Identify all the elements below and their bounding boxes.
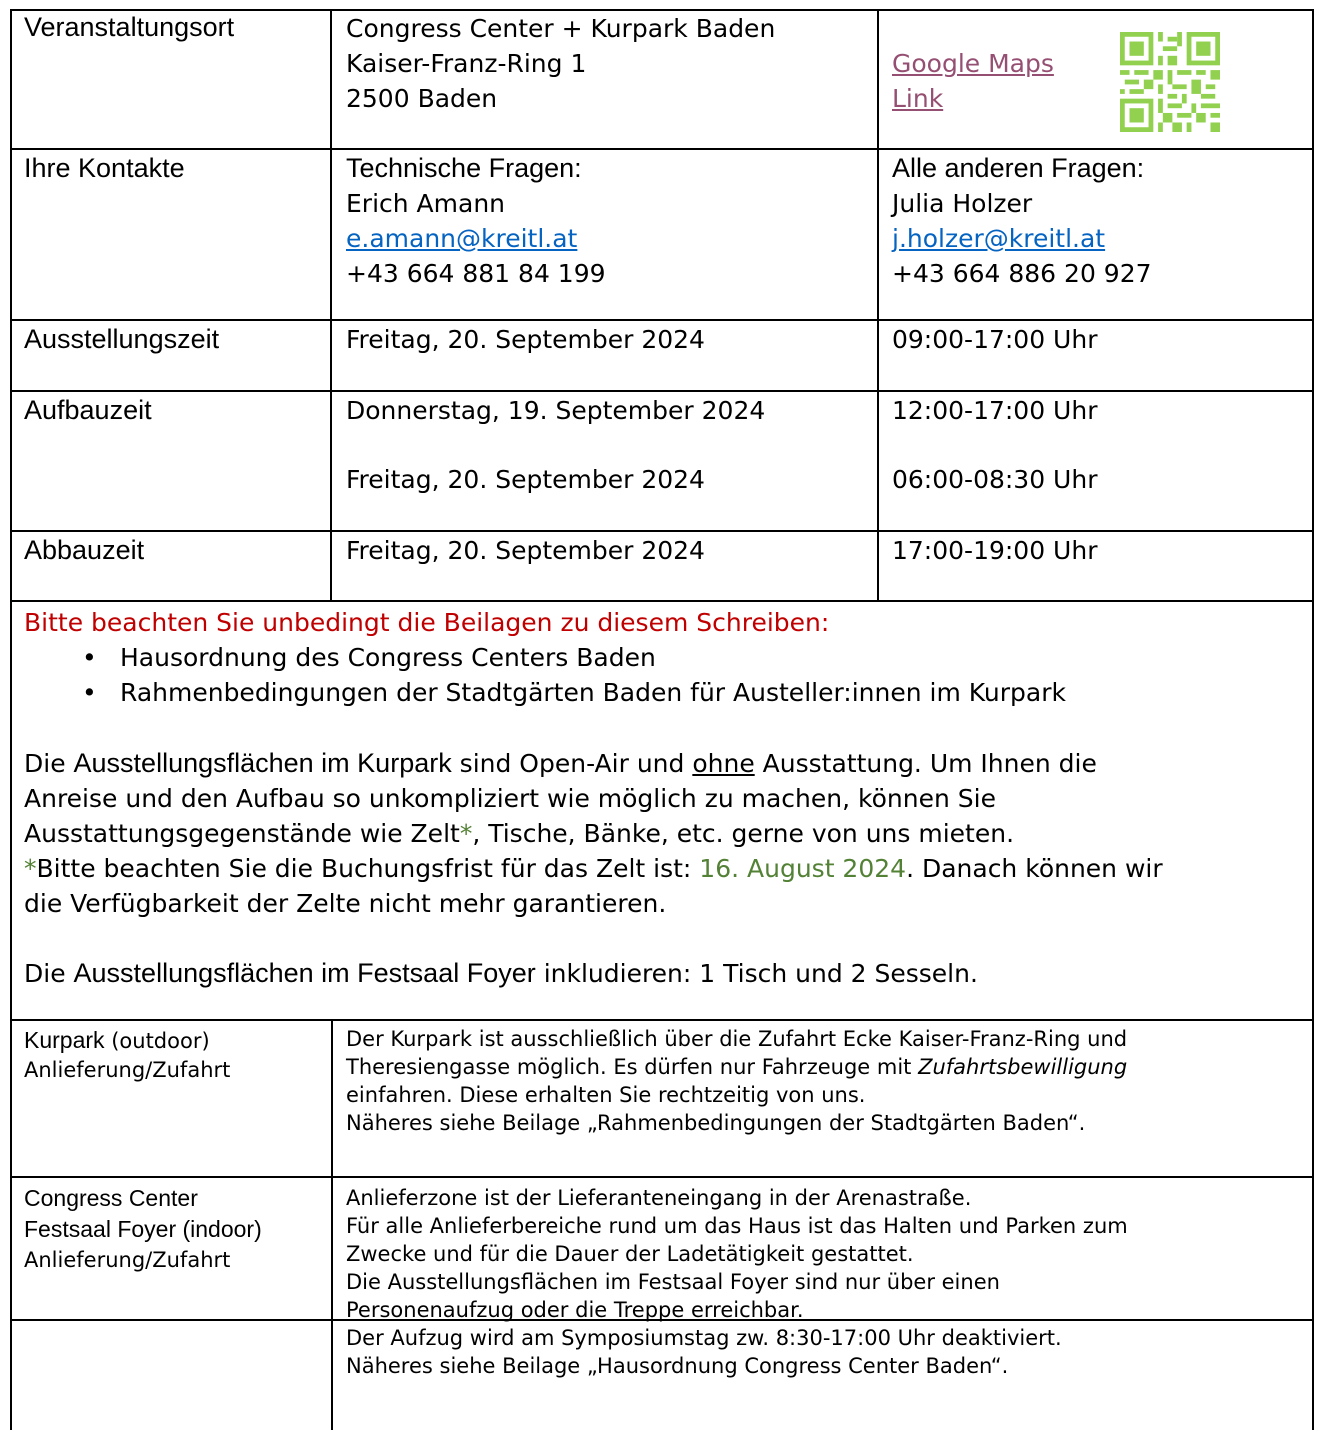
row-divider-4: [10, 530, 1314, 532]
contacts-label: Ihre Kontakte: [24, 153, 185, 183]
kurpark-paragraph-line-1: [24, 746, 1309, 781]
attachment-item: • Hausordnung des Congress Centers Baden: [10, 640, 1300, 675]
col-divider-2: [877, 9, 879, 601]
text-run: Die: [24, 749, 74, 778]
kurpark-detail-line: einfahren. Diese erhalten Sie rechtzeitig von uns.: [346, 1083, 866, 1107]
tent-deadline-line-1: [24, 851, 1309, 886]
row-divider-1: [10, 148, 1314, 150]
exhibition-time: 09:00-17:00 Uhr: [892, 325, 1098, 354]
venue-line-3: 2500 Baden: [346, 84, 498, 113]
setup-date-1: Donnerstag, 19. September 2024: [346, 396, 766, 425]
row-divider-2: [10, 319, 1314, 321]
tech-phone: +43 664 881 84 199: [346, 259, 606, 288]
col-divider-1: [330, 9, 332, 601]
kurpark-detail-line: [346, 1053, 1306, 1081]
tech-email-link[interactable]: e.amann@kreitl.at: [346, 224, 578, 253]
congress-detail-line: Zwecke und für die Dauer der Ladetätigkeit gestattet.: [346, 1242, 914, 1266]
congress-detail-line: Der Aufzug wird am Symposiumstag zw. 8:30-17:00 Uhr deaktiviert.: [346, 1326, 1062, 1350]
teardown-label: Abbauzeit: [24, 535, 145, 565]
text-run: . Danach können wir: [906, 854, 1163, 883]
row-divider-3: [10, 390, 1314, 392]
kurpark-areas-emphasis: Ausstellungsflächen im Kurpark: [73, 748, 452, 778]
bottom-table-top-border: [10, 1019, 1314, 1021]
google-maps-link-line-1[interactable]: Google Maps: [892, 49, 1054, 78]
google-maps-link[interactable]: [892, 46, 1054, 116]
congress-label-line-3: Anlieferung/Zufahrt: [24, 1248, 231, 1272]
deadline-date: 16. August 2024: [699, 854, 907, 883]
kurpark-label-line-2: Anlieferung/Zufahrt: [24, 1058, 231, 1082]
setup-time-1: 12:00-17:00 Uhr: [892, 396, 1098, 425]
permit-emphasis: Zufahrtsbewilligung: [918, 1055, 1128, 1079]
kurpark-label-rest: (outdoor): [104, 1029, 210, 1053]
asterisk-marker: *: [459, 819, 473, 848]
setup-time-2: 06:00-08:30 Uhr: [892, 465, 1098, 494]
foyer-areas-emphasis: Ausstellungsflächen im Festsaal Foyer: [73, 958, 536, 988]
attachments-list: [10, 640, 1300, 710]
congress-details: [346, 1184, 1306, 1380]
google-maps-link-line-2[interactable]: Link: [892, 84, 944, 113]
bottom-table-row-divider: [10, 1176, 1314, 1178]
tent-deadline-line-2: die Verfügbarkeit der Zelte nicht mehr garantieren.: [24, 889, 667, 918]
congress-label: [24, 1184, 262, 1274]
text-run: Ausstattungsgegenstände wie Zelt: [24, 819, 460, 848]
congress-detail-line: Anlieferzone ist der Lieferanteneingang in der Arenastraße.: [346, 1186, 972, 1210]
other-name: Julia Holzer: [892, 189, 1033, 218]
row-divider-5: [10, 600, 1314, 602]
exhibition-date: Freitag, 20. September 2024: [346, 325, 705, 354]
kurpark-label-bold: Kurpark: [24, 1027, 105, 1053]
congress-label-line-1: Congress Center: [24, 1185, 198, 1211]
text-run: Ausstattung. Um Ihnen die: [754, 749, 1097, 778]
text-run: Bitte beachten Sie die Buchungsfrist für das Zelt ist:: [36, 854, 700, 883]
congress-detail-line: Näheres siehe Beilage „Hausordnung Congress Center Baden“.: [346, 1354, 1009, 1378]
tech-name: Erich Amann: [346, 189, 506, 218]
kurpark-detail-line: Näheres siehe Beilage „Rahmenbedingungen der Stadtgärten Baden“.: [346, 1111, 1086, 1135]
kurpark-paragraph-line-2: Anreise und den Aufbau so unkompliziert wie möglich zu machen, können Sie: [24, 784, 996, 813]
exhibition-label: Ausstellungszeit: [24, 324, 220, 354]
other-contact: [892, 151, 1152, 291]
tech-heading: Technische Fragen:: [346, 153, 582, 183]
teardown-date: Freitag, 20. September 2024: [346, 536, 705, 565]
tech-contact: [346, 151, 606, 291]
setup-date-2: Freitag, 20. September 2024: [346, 465, 705, 494]
other-phone: +43 664 886 20 927: [892, 259, 1152, 288]
asterisk-marker: *: [24, 854, 37, 883]
outer-left-border: [10, 9, 12, 1430]
foyer-paragraph: [24, 956, 1309, 991]
text-run: , Tische, Bänke, etc. gerne von uns mieten.: [472, 819, 1015, 848]
other-email-link[interactable]: j.holzer@kreitl.at: [892, 224, 1106, 253]
teardown-time: 17:00-19:00 Uhr: [892, 536, 1098, 565]
outer-right-border: [1312, 9, 1314, 1430]
venue-line-2: Kaiser-Franz-Ring 1: [346, 49, 587, 78]
congress-detail-line: Personenaufzug oder die Treppe erreichbar.: [346, 1298, 804, 1322]
congress-detail-line: Für alle Anlieferbereiche rund um das Haus ist das Halten und Parken zum: [346, 1214, 1128, 1238]
text-run: Theresiengasse möglich. Es dürfen nur Fahrzeuge mit: [346, 1055, 919, 1079]
text-run: sind Open-Air und: [451, 749, 693, 778]
venue-line-1: Congress Center + Kurpark Baden: [346, 14, 776, 43]
kurpark-paragraph: [24, 746, 1309, 921]
congress-label-line-2: Festsaal Foyer (indoor): [24, 1216, 262, 1242]
attachment-item: • Rahmenbedingungen der Stadtgärten Baden für Austeller:innen im Kurpark: [10, 675, 1300, 710]
kurpark-label: [24, 1025, 230, 1084]
other-heading: Alle anderen Fragen:: [892, 153, 1145, 183]
qr-code-icon[interactable]: [1118, 32, 1222, 132]
text-run: Die: [24, 959, 74, 988]
notice-heading: Bitte beachten Sie unbedingt die Beilagen zu diesem Schreiben:: [24, 608, 830, 637]
kurpark-details: [346, 1025, 1306, 1137]
setup-label: Aufbauzeit: [24, 395, 152, 425]
ohne-underlined: ohne: [692, 749, 755, 778]
venue-label: Veranstaltungsort: [24, 12, 235, 42]
congress-detail-line: Die Ausstellungsflächen im Festsaal Foyer sind nur über einen: [346, 1270, 1000, 1294]
venue-address: [346, 11, 775, 116]
text-run: inkludieren: 1 Tisch und 2 Sesseln.: [535, 959, 978, 988]
notice-section: [24, 605, 1304, 640]
kurpark-detail-line: Der Kurpark ist ausschließlich über die Zufahrt Ecke Kaiser-Franz-Ring und: [346, 1027, 1128, 1051]
bottom-table-col-divider: [331, 1019, 333, 1430]
kurpark-paragraph-line-3: [24, 816, 1309, 851]
